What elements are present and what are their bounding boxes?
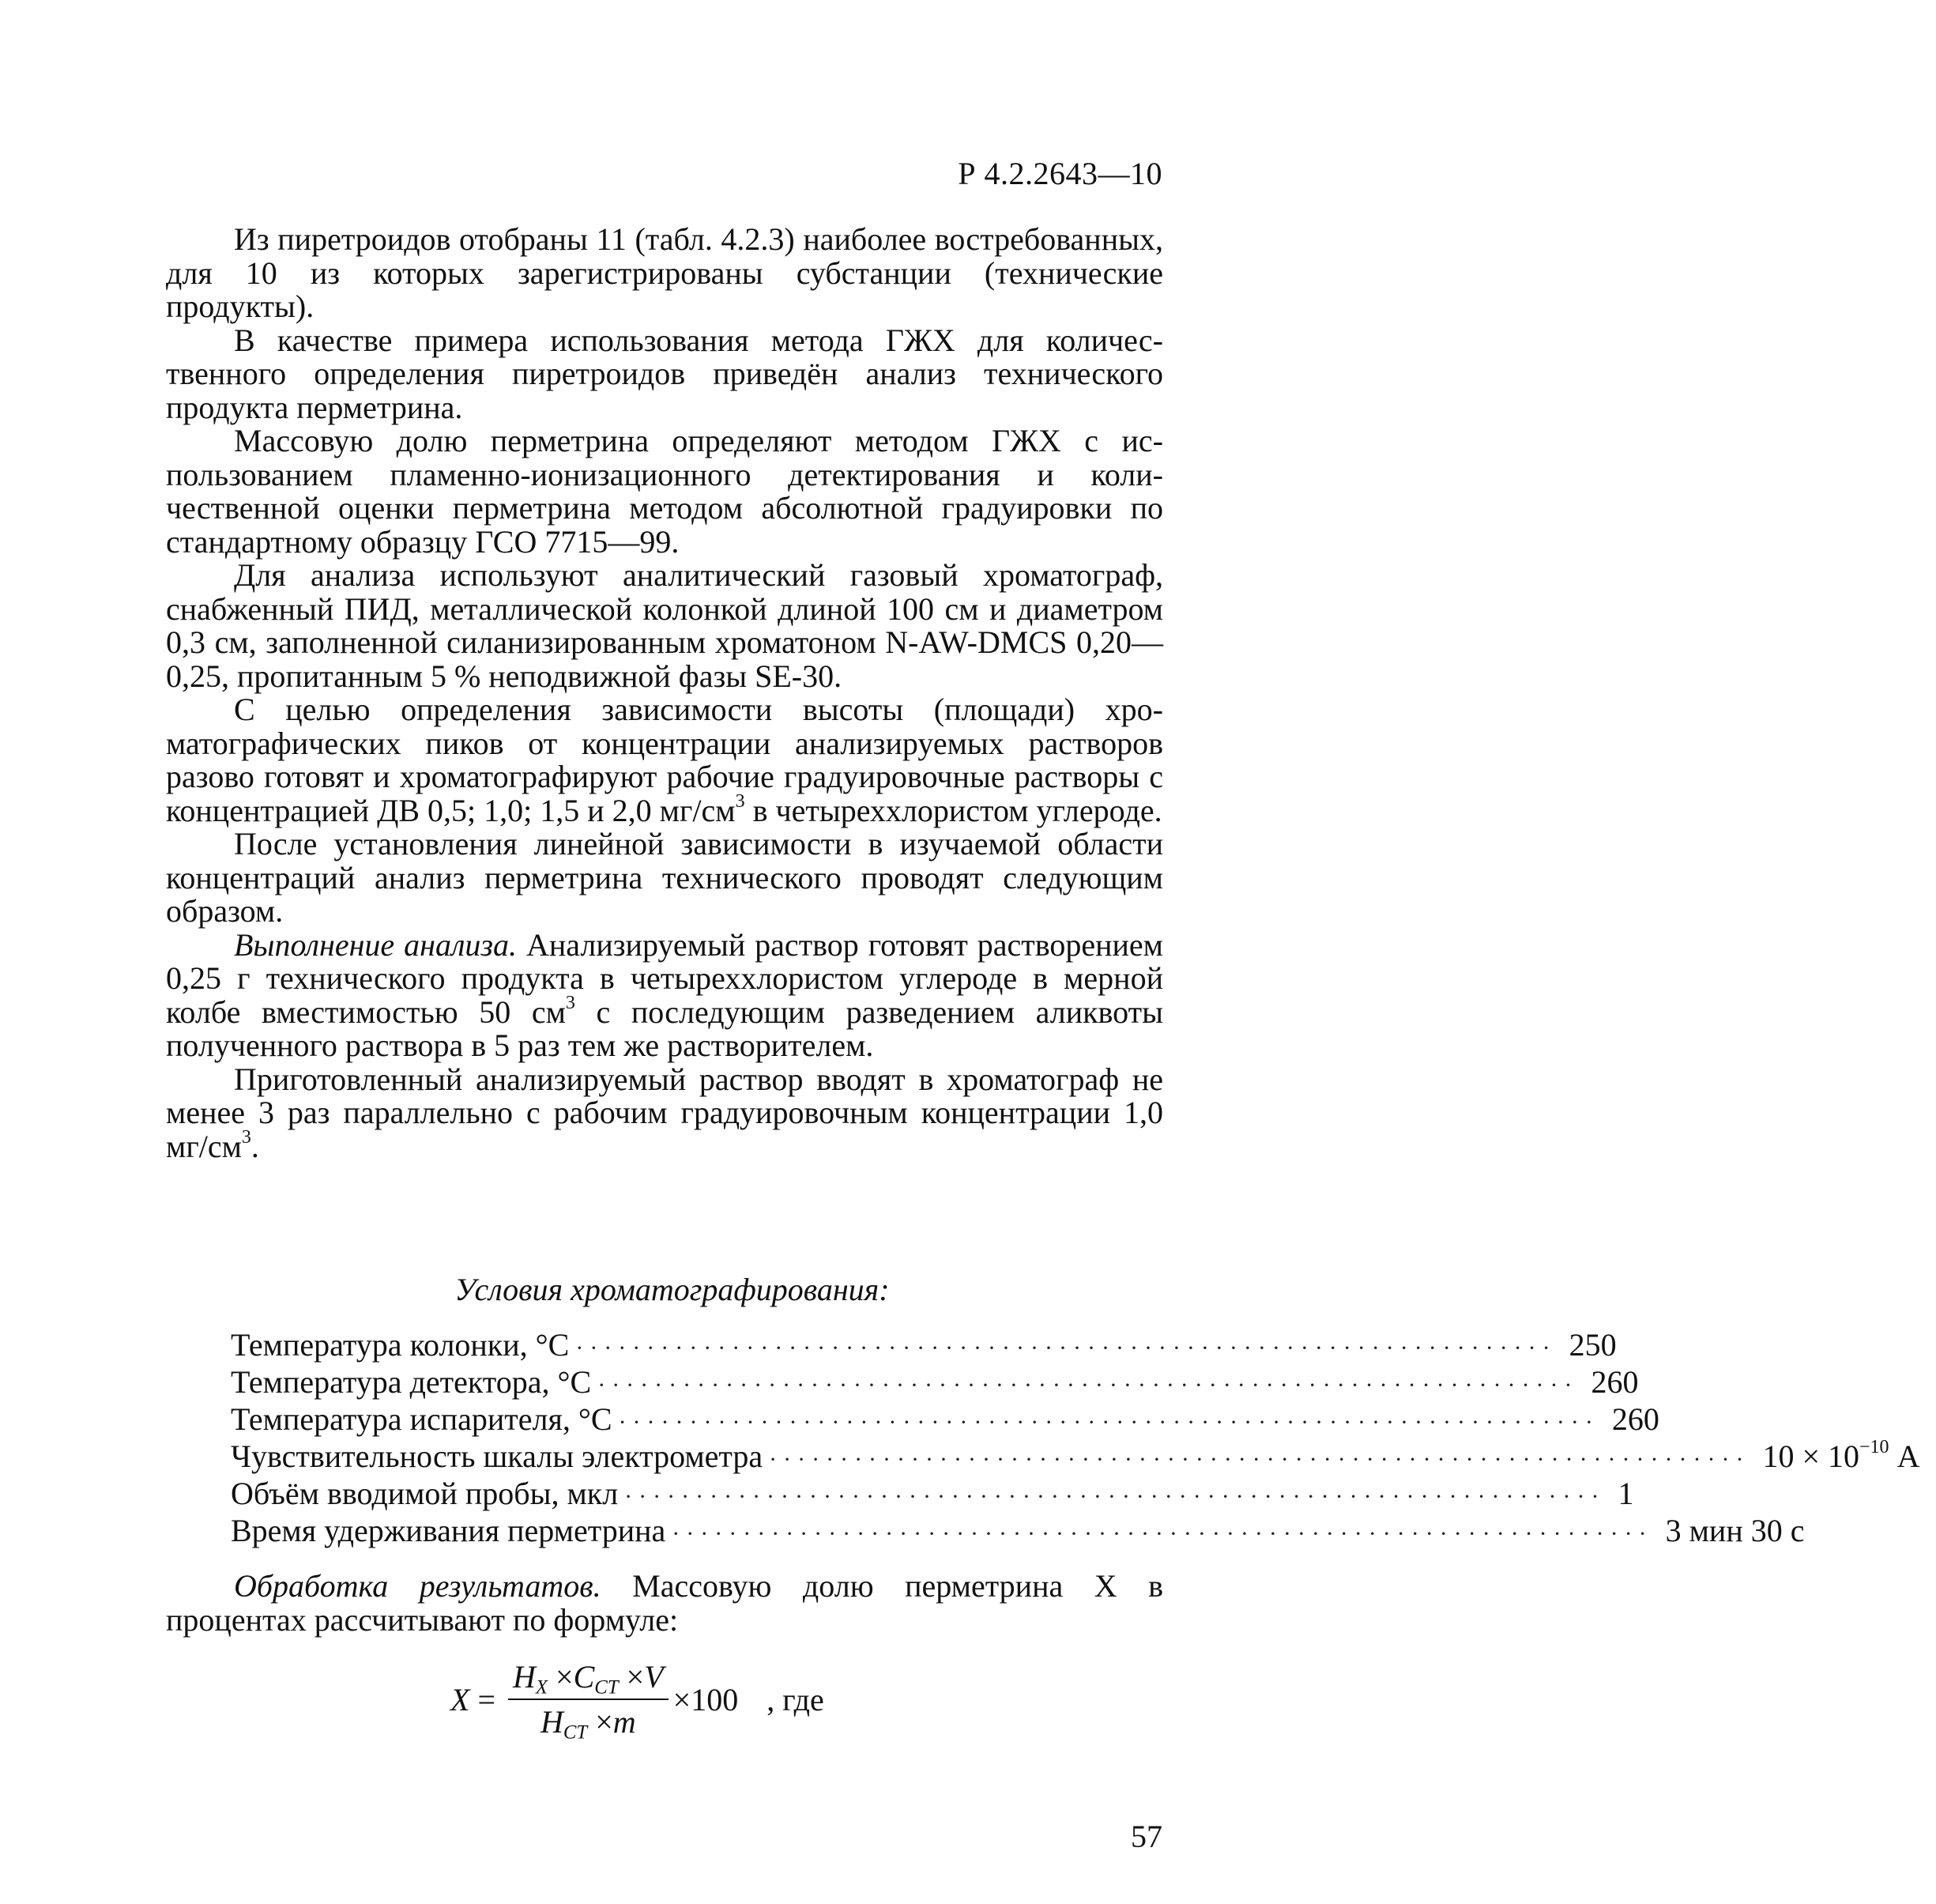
calibration-text: С целью определения зависимости высоты (площади) хроматографических пиков от концентрации анализируемых растворов разово готовят и хроматографируют рабочие градуировочные растворы с концентрацией ДВ 0,5; 1,0; 1,5 и 2,0 мг/см: [166, 692, 1163, 828]
processing-section: [166, 1569, 1163, 1637]
leader-dots: ·····································································: [618, 1409, 1599, 1435]
leader-dots: ·····································································: [597, 1372, 1579, 1398]
paragraph-calibration: [166, 693, 1163, 828]
condition-label: Температура колонки, °С: [231, 1327, 570, 1363]
numerator-c: C: [573, 1659, 595, 1695]
paragraph-execution: [166, 926, 1163, 1063]
condition-label: Температура детектора, °С: [231, 1364, 592, 1400]
condition-row-sensitivity: [231, 1437, 1920, 1476]
formula-numerator: [508, 1658, 669, 1699]
paragraph-mass-fraction: Массовую долю перметрина определяют методом ГЖХ с использованием пламенно-ионизационного детектирования и количественной оценки перметрина методом абсолютной градуировки по стандартному образцу ГСО 7715—99.: [166, 423, 1163, 560]
denominator-times: ×: [595, 1704, 613, 1740]
processing-lead: Обработка результатов.: [234, 1568, 601, 1604]
condition-label: Температура испарителя, °С: [231, 1401, 612, 1437]
condition-row-detector-temp: [231, 1364, 1639, 1402]
condition-label: Объём вводимой пробы, мкл: [231, 1476, 619, 1511]
formula-denominator: [536, 1703, 641, 1744]
numerator-h-sub: X: [535, 1676, 548, 1699]
numerator-times-1: ×: [556, 1659, 574, 1695]
condition-value: 250: [1569, 1327, 1617, 1363]
formula: [450, 1652, 824, 1747]
condition-value: 3 мин 30 с: [1665, 1513, 1805, 1548]
denominator-h: H: [540, 1704, 563, 1740]
numerator-v: V: [644, 1659, 664, 1695]
formula-multiplier: ×100: [672, 1681, 739, 1717]
condition-label: Чувствительность шкалы электрометра: [231, 1438, 763, 1474]
condition-row-evaporator-temp: [231, 1401, 1659, 1439]
leader-dots: ·····································································: [624, 1484, 1606, 1510]
formula-fraction: [508, 1658, 669, 1744]
paragraph-pyrethroids: Из пиретроидов отобраны 11 (табл. 4.2.3) наиболее востребованных, для 10 из которых зарегистрированы субстанции (технические продукты).: [166, 221, 1163, 324]
denominator-m: m: [612, 1704, 636, 1740]
formula-where: , где: [766, 1681, 824, 1717]
execution-text: Анализируемый раствор готовят растворением 0,25 г технического продукта в четыреххлористом углероде в мерной колбе вместимостью 50 см: [166, 926, 1163, 1030]
condition-value: [1762, 1439, 1936, 1473]
execution-sup: 3: [565, 992, 575, 1013]
body-text: [166, 223, 1163, 1163]
sensitivity-exponent: −10: [1859, 1437, 1889, 1457]
injection-text-end: .: [250, 1128, 259, 1164]
execution-text-end: с последующим разведением аликвоты полученного раствора в 5 раз тем же растворителем.: [166, 993, 1163, 1063]
execution-lead: Выполнение анализа.: [234, 926, 518, 963]
condition-row-retention-time: [231, 1513, 1805, 1551]
leader-dots: ·····································································: [769, 1446, 1750, 1472]
condition-row-sample-volume: [231, 1476, 1634, 1514]
paragraph-processing: [166, 1569, 1163, 1637]
numerator-h: H: [513, 1659, 536, 1695]
condition-value: 260: [1591, 1364, 1639, 1400]
paragraph-linear: После установления линейной зависимости в изучаемой области концентраций анализ перметрина технического проводят следующим образом.: [166, 826, 1163, 929]
sensitivity-base: 10 × 10: [1762, 1438, 1860, 1474]
leader-dots: ·····································································: [672, 1521, 1653, 1547]
injection-sup: 3: [241, 1126, 251, 1148]
denominator-h-sub: CT: [563, 1721, 588, 1744]
conditions-title: Условия хроматографирования:: [454, 1272, 890, 1307]
fraction-bar: [508, 1699, 669, 1700]
paragraph-chromatograph: Для анализа используют аналитический газовый хроматограф, снабженный ПИД, металлической колонкой длиной 100 см и диаметром 0,3 см, заполненной силанизированным хроматоном N-AW-DMCS 0,20—0,25, пропитанным 5 % неподвижной фазы SE-30.: [166, 557, 1163, 694]
injection-text: Приготовленный анализируемый раствор вводят в хроматограф не менее 3 раз параллельно с рабочим градуировочным концентрации 1,0 мг/см: [166, 1061, 1163, 1164]
condition-row-column-temp: [231, 1327, 1617, 1365]
calibration-sup: 3: [735, 790, 745, 812]
conditions-list: [231, 1327, 1920, 1551]
sensitivity-unit: А: [1889, 1438, 1920, 1474]
condition-value: 260: [1611, 1401, 1659, 1437]
processing-text: Массовую долю перметрина X в процентах рассчитывают по формуле:: [166, 1568, 1164, 1638]
paragraph-injection: [166, 1063, 1163, 1164]
condition-value: 1: [1618, 1476, 1634, 1511]
document-code: Р 4.2.2643—10: [958, 156, 1162, 191]
paragraph-example: В качестве примера использования метода ГЖХ для количественного определения пиретроидов приведён анализ технического продукта перметрина.: [166, 322, 1163, 425]
page-number: 57: [1131, 1819, 1162, 1854]
calibration-text-end: в четыреххлористом углероде.: [744, 792, 1162, 828]
formula-equals: =: [477, 1681, 495, 1717]
numerator-c-sub: CT: [594, 1676, 619, 1699]
leader-dots: ·····································································: [575, 1335, 1557, 1361]
numerator-times-2: ×: [626, 1659, 645, 1695]
formula-lhs: X: [450, 1681, 470, 1717]
condition-label: Время удерживания перметрина: [231, 1513, 666, 1548]
